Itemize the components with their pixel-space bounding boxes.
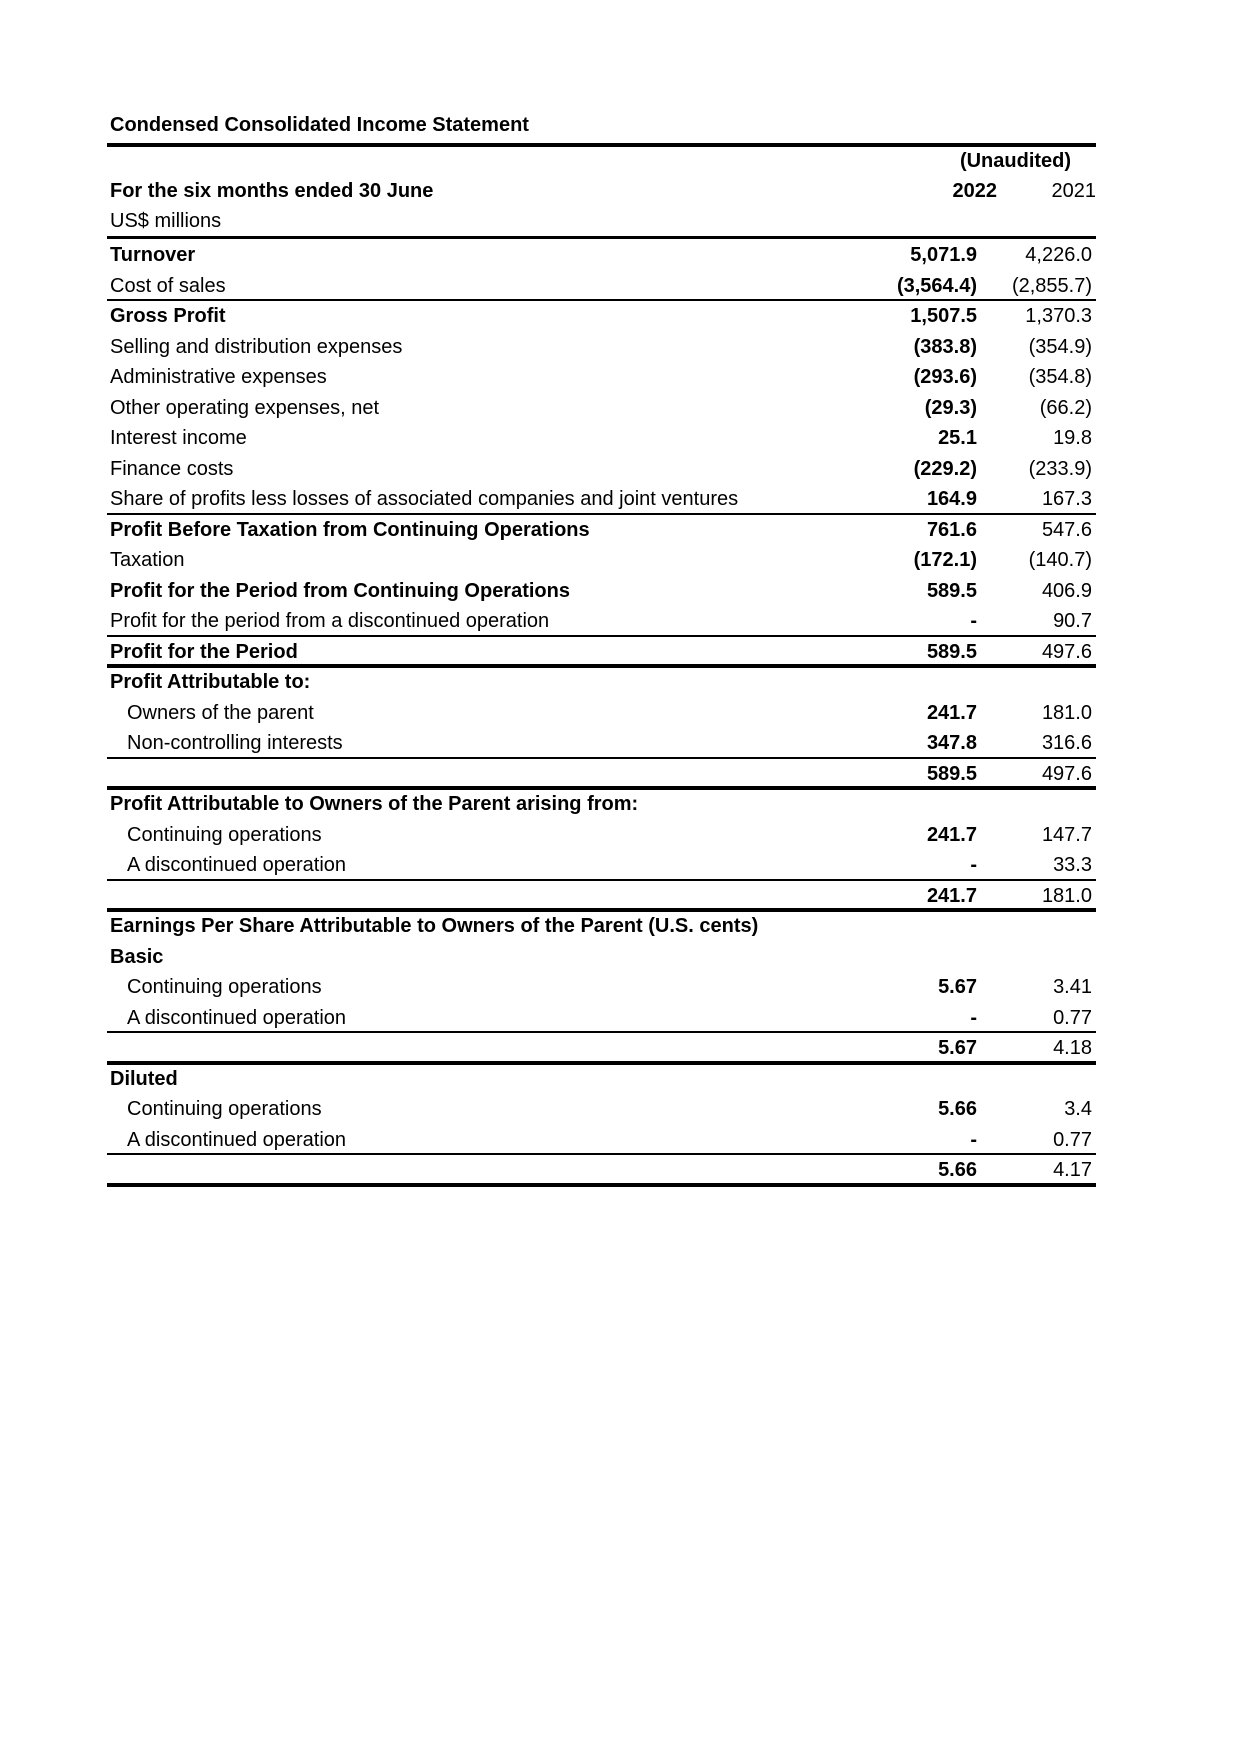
value-2022: 5.66 bbox=[938, 1098, 977, 1120]
value-2021: 147.7 bbox=[1041, 823, 1092, 846]
value-2021: 547.6 bbox=[1041, 518, 1092, 541]
row-label: Continuing operations bbox=[127, 823, 322, 846]
column-header-2021: 2021 bbox=[1051, 180, 1096, 202]
value-2021: (354.8) bbox=[1028, 366, 1092, 388]
units-rule bbox=[107, 236, 1096, 239]
value-2021: 19.8 bbox=[1053, 427, 1092, 449]
row-label: Profit for the Period from Continuing Operations bbox=[110, 579, 570, 602]
value-2022: (293.6) bbox=[913, 366, 977, 388]
value-2022: 25.1 bbox=[938, 427, 977, 449]
value-2022: - bbox=[970, 1006, 977, 1029]
value-2021: 33.3 bbox=[1053, 854, 1092, 876]
table-row bbox=[107, 789, 1096, 820]
value-2022: 347.8 bbox=[926, 732, 977, 754]
table-row bbox=[107, 423, 1096, 454]
row-label: Profit for the period from a discontinued operation bbox=[110, 610, 550, 632]
value-2021: 90.7 bbox=[1053, 610, 1092, 632]
table-row bbox=[107, 728, 1096, 759]
value-2021: 4.17 bbox=[1053, 1159, 1092, 1181]
table-row bbox=[107, 332, 1096, 363]
row-label: Turnover bbox=[110, 244, 196, 266]
value-2022: 761.6 bbox=[926, 518, 977, 541]
value-2022: 164.9 bbox=[926, 488, 977, 510]
row-label: Finance costs bbox=[110, 457, 234, 480]
table-row bbox=[107, 301, 1096, 332]
value-2022: 5.67 bbox=[938, 1037, 977, 1059]
table-row bbox=[107, 271, 1096, 302]
row-label: Administrative expenses bbox=[110, 366, 327, 388]
table-row bbox=[107, 1003, 1096, 1034]
value-2021: 1,370.3 bbox=[1025, 305, 1092, 327]
row-label: Continuing operations bbox=[127, 976, 322, 998]
statement-rows bbox=[107, 240, 1096, 1186]
audit-status-label: (Unaudited) bbox=[959, 150, 1072, 172]
value-2022: 5.67 bbox=[938, 976, 977, 998]
value-2021: (66.2) bbox=[1039, 396, 1092, 419]
table-row bbox=[107, 362, 1096, 393]
value-2021: 181.0 bbox=[1041, 884, 1092, 907]
row-label: A discontinued operation bbox=[127, 1128, 347, 1151]
value-2022: (383.8) bbox=[913, 335, 977, 358]
value-2021: 4.18 bbox=[1053, 1037, 1092, 1059]
value-2021: (2,855.7) bbox=[1011, 274, 1092, 297]
table-row bbox=[107, 1155, 1096, 1186]
value-2021: 3.4 bbox=[1064, 1098, 1092, 1120]
row-label: Interest income bbox=[110, 427, 247, 449]
value-2022: 589.5 bbox=[926, 762, 977, 785]
table-row bbox=[107, 606, 1096, 637]
value-2022: - bbox=[970, 610, 977, 632]
table-row bbox=[107, 576, 1096, 607]
table-row bbox=[107, 545, 1096, 576]
value-2021: 406.9 bbox=[1041, 579, 1092, 602]
value-2022: 1,507.5 bbox=[910, 305, 977, 327]
table-row bbox=[107, 759, 1096, 790]
row-label: Profit Attributable to: bbox=[110, 671, 311, 693]
table-row bbox=[107, 667, 1096, 698]
row-label: Non-controlling interests bbox=[127, 732, 343, 754]
row-label: Profit for the Period bbox=[110, 640, 298, 663]
value-2022: (229.2) bbox=[913, 457, 977, 480]
value-2021: (354.9) bbox=[1028, 335, 1092, 358]
table-row bbox=[107, 1094, 1096, 1125]
table-row bbox=[107, 1125, 1096, 1156]
value-2022: (172.1) bbox=[913, 549, 977, 571]
value-2022: 241.7 bbox=[926, 823, 977, 846]
value-2022: (3,564.4) bbox=[896, 274, 977, 297]
value-2021: 181.0 bbox=[1041, 701, 1092, 724]
table-row bbox=[107, 1033, 1096, 1064]
row-label: Gross Profit bbox=[110, 305, 226, 327]
value-2021: 3.41 bbox=[1053, 976, 1092, 998]
header-rule bbox=[107, 143, 1096, 147]
value-2022: - bbox=[970, 1128, 977, 1151]
table-row bbox=[107, 240, 1096, 271]
value-2021: 0.77 bbox=[1053, 1128, 1092, 1151]
statement-title: Condensed Consolidated Income Statement bbox=[110, 114, 529, 136]
units-label: US$ millions bbox=[110, 210, 222, 232]
table-row bbox=[107, 1064, 1096, 1095]
value-2022: - bbox=[970, 854, 977, 876]
value-2021: 497.6 bbox=[1041, 762, 1092, 785]
row-label: A discontinued operation bbox=[127, 854, 347, 876]
row-label: Other operating expenses, net bbox=[110, 396, 380, 419]
row-label: Profit Attributable to Owners of the Parent arising from: bbox=[110, 793, 639, 815]
row-label: A discontinued operation bbox=[127, 1006, 347, 1029]
row-label: Earnings Per Share Attributable to Owners of the Parent (U.S. cents) bbox=[110, 915, 759, 937]
period-label: For the six months ended 30 June bbox=[110, 180, 434, 202]
value-2022: 241.7 bbox=[926, 701, 977, 724]
value-2022: 5,071.9 bbox=[910, 244, 977, 266]
row-label: Cost of sales bbox=[110, 274, 226, 297]
table-row bbox=[107, 454, 1096, 485]
table-row bbox=[107, 515, 1096, 546]
row-label: Owners of the parent bbox=[127, 701, 314, 724]
value-2022: (29.3) bbox=[924, 396, 977, 419]
value-2022: 5.66 bbox=[938, 1159, 977, 1181]
value-2021: 316.6 bbox=[1041, 732, 1092, 754]
table-row bbox=[107, 820, 1096, 851]
table-row bbox=[107, 637, 1096, 668]
value-2021: (233.9) bbox=[1028, 457, 1092, 480]
table-row bbox=[107, 881, 1096, 912]
table-row bbox=[107, 911, 1096, 942]
value-2021: 497.6 bbox=[1041, 640, 1092, 663]
row-label: Diluted bbox=[110, 1067, 178, 1090]
row-label: Basic bbox=[110, 945, 164, 968]
row-label: Selling and distribution expenses bbox=[110, 335, 403, 358]
table-row bbox=[107, 850, 1096, 881]
row-label: Share of profits less losses of associated companies and joint ventures bbox=[110, 488, 739, 510]
table-row bbox=[107, 942, 1096, 973]
row-label: Profit Before Taxation from Continuing Operations bbox=[110, 518, 590, 541]
row-label: Continuing operations bbox=[127, 1098, 322, 1120]
value-2022: 589.5 bbox=[926, 579, 977, 602]
table-row bbox=[107, 698, 1096, 729]
column-header-2022: 2022 bbox=[952, 180, 997, 202]
value-2021: 0.77 bbox=[1053, 1006, 1092, 1029]
table-row bbox=[107, 484, 1096, 515]
table-row bbox=[107, 393, 1096, 424]
value-2021: 167.3 bbox=[1041, 488, 1092, 510]
value-2021: (140.7) bbox=[1028, 549, 1092, 571]
value-2022: 589.5 bbox=[926, 640, 977, 663]
value-2021: 4,226.0 bbox=[1025, 244, 1092, 266]
table-row bbox=[107, 972, 1096, 1003]
row-label: Taxation bbox=[110, 549, 185, 571]
value-2022: 241.7 bbox=[926, 884, 977, 907]
